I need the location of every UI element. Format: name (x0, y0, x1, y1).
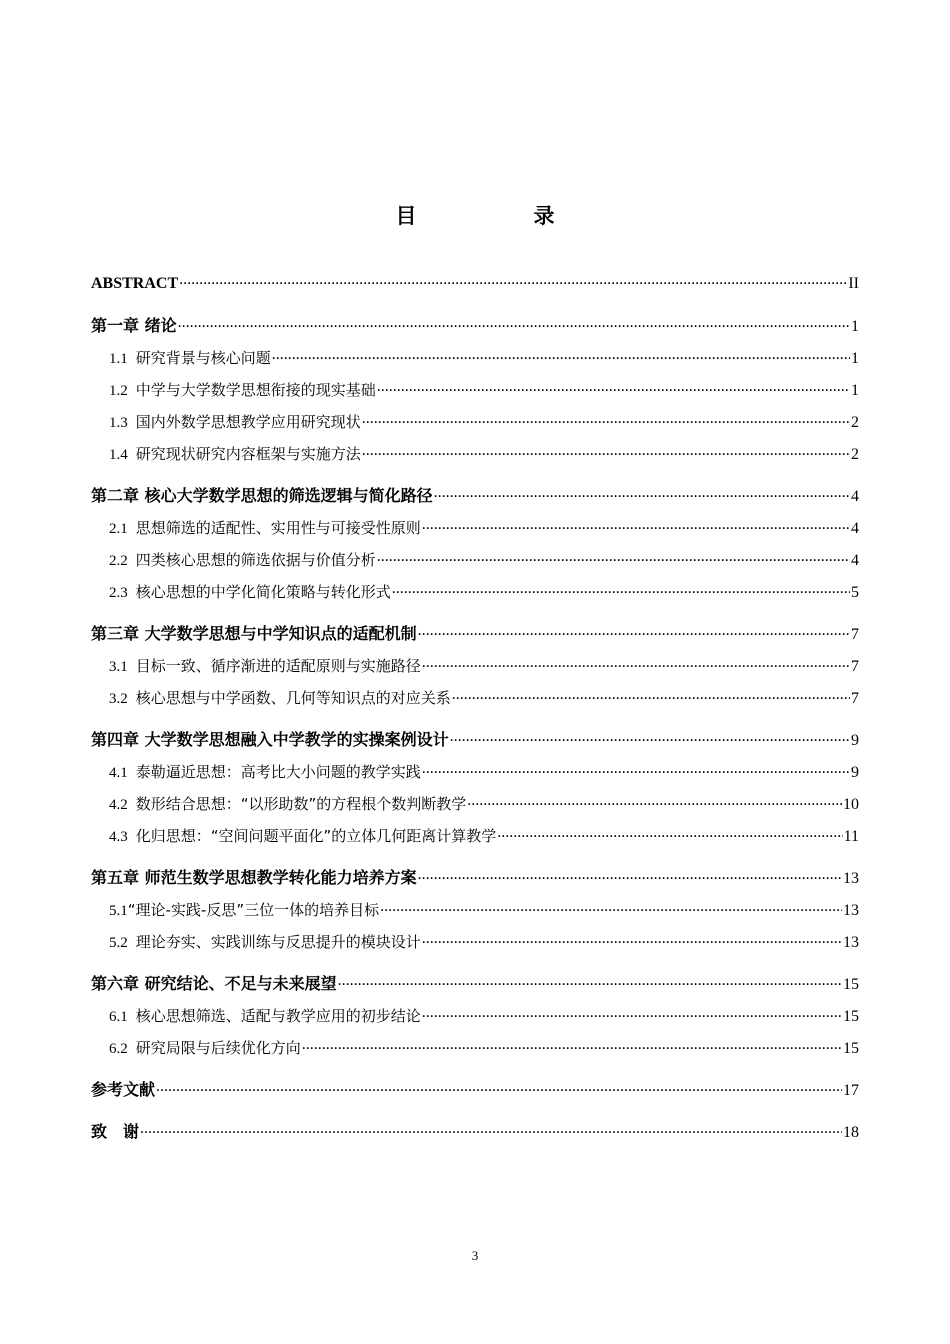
toc-entry-number: 5.2 (109, 935, 128, 951)
toc-entry-page: II (848, 275, 859, 292)
toc-entry-label: 第二章 核心大学数学思想的筛选逻辑与简化路径 (91, 486, 433, 505)
toc-entry-label: 目标一致、循序渐进的适配原则与实施路径 (135, 657, 421, 675)
toc-entry-chapter-6[interactable] (91, 968, 859, 1000)
toc-entry-section-2-1[interactable] (91, 512, 859, 544)
toc-entry-section-2-2[interactable] (91, 544, 859, 576)
dot-leader (392, 577, 850, 597)
toc-entry-page: 1 (851, 382, 859, 399)
toc-entry-label: 核心思想与中学函数、几何等知识点的对应关系 (135, 689, 451, 707)
toc-entry-page: 7 (851, 626, 859, 643)
toc-entry-number: 2.2 (109, 553, 128, 569)
toc-entry-label: 第三章 大学数学思想与中学知识点的适配机制 (91, 624, 417, 643)
dot-leader (422, 927, 842, 947)
toc-entry-number: 1.1 (109, 351, 128, 367)
dot-leader (377, 375, 850, 395)
toc-entry-chapter-2[interactable] (91, 480, 859, 512)
toc-entry-page: 5 (851, 584, 859, 601)
toc-entry-label: 第一章 绪论 (91, 316, 177, 335)
dot-leader (452, 683, 850, 703)
toc-entry-page: 2 (851, 414, 859, 431)
toc-entry-abstract[interactable] (91, 268, 859, 300)
toc-entry-label: 第四章 大学数学思想融入中学教学的实操案例设计 (91, 730, 449, 749)
toc-entry-page: 7 (851, 690, 859, 707)
dot-leader (422, 1001, 842, 1021)
toc-entry-label: 研究局限与后续优化方向 (135, 1039, 301, 1057)
toc-entry-section-6-1[interactable] (91, 1000, 859, 1032)
toc-entry-number: 1.2 (109, 383, 128, 399)
toc-entry-label: 四类核心思想的筛选依据与价值分析 (135, 551, 376, 569)
toc-entry-label: 理论夯实、实践训练与反思提升的模块设计 (135, 933, 421, 951)
toc-entry-label: “理论-实践-反思”三位一体的培养目标 (127, 901, 380, 919)
dot-leader (140, 1117, 842, 1137)
toc-entry-page: 13 (843, 902, 859, 919)
toc-entry-number: 1.3 (109, 415, 128, 431)
toc-entry-page: 4 (851, 488, 859, 505)
toc-entry-number: 4.2 (109, 797, 128, 813)
toc-entry-label: 核心思想筛选、适配与教学应用的初步结论 (135, 1007, 421, 1025)
toc-entry-references[interactable] (91, 1074, 859, 1106)
dot-leader (450, 725, 850, 745)
toc-entry-page: 9 (851, 764, 859, 781)
toc-entry-label: 第六章 研究结论、不足与未来展望 (91, 974, 337, 993)
toc-entry-section-3-1[interactable] (91, 650, 859, 682)
dot-leader (362, 407, 850, 427)
toc-entry-label: 致 谢 (91, 1122, 140, 1141)
toc-entry-label: 研究现状研究内容框架与实施方法 (135, 445, 361, 463)
toc-entry-page: 17 (843, 1082, 859, 1099)
dot-leader (302, 1033, 842, 1053)
toc-entry-page: 4 (851, 552, 859, 569)
dot-leader (178, 311, 850, 331)
toc-entry-page: 13 (843, 870, 859, 887)
toc-entry-label: 中学与大学数学思想衔接的现实基础 (135, 381, 376, 399)
toc-entry-section-4-1[interactable] (91, 756, 859, 788)
toc-entry-page: 10 (843, 796, 859, 813)
toc-entry-section-3-2[interactable] (91, 682, 859, 714)
dot-leader (497, 821, 842, 841)
toc-entry-number: 5.1 (109, 903, 128, 919)
toc-entry-label: 数形结合思想：“以形助数”的方程根个数判断教学 (135, 795, 467, 813)
toc-entry-page: 18 (843, 1124, 859, 1141)
toc-entry-number: 3.1 (109, 659, 128, 675)
toc-entry-page: 11 (843, 828, 859, 845)
toc-entry-label: 化归思想：“空间问题平面化”的立体几何距离计算教学 (135, 827, 497, 845)
toc-entry-page: 2 (851, 446, 859, 463)
toc-entry-number: 2.3 (109, 585, 128, 601)
toc-entry-chapter-3[interactable] (91, 618, 859, 650)
dot-leader (156, 1075, 842, 1095)
toc-entry-page: 1 (851, 350, 859, 367)
dot-leader (422, 757, 850, 777)
toc-entry-page: 13 (843, 934, 859, 951)
dot-leader (377, 545, 850, 565)
dot-leader (434, 481, 850, 501)
toc-entry-number: 2.1 (109, 521, 128, 537)
toc-entry-label: 泰勒逼近思想：高考比大小问题的教学实践 (135, 763, 421, 781)
toc-entry-page: 4 (851, 520, 859, 537)
dot-leader (338, 969, 842, 989)
table-of-contents (91, 268, 859, 1148)
dot-leader (179, 268, 847, 288)
toc-entry-page: 1 (851, 318, 859, 335)
dot-leader (418, 619, 850, 639)
toc-entry-section-4-2[interactable] (91, 788, 859, 820)
toc-entry-page: 15 (843, 1040, 859, 1057)
toc-entry-number: 4.1 (109, 765, 128, 781)
dot-leader (380, 895, 842, 915)
toc-entry-label: 研究背景与核心问题 (135, 349, 271, 367)
dot-leader (418, 863, 842, 883)
toc-entry-section-5-1[interactable] (91, 894, 859, 926)
toc-entry-label: 第五章 师范生数学思想教学转化能力培养方案 (91, 868, 417, 887)
dot-leader (422, 513, 850, 533)
dot-leader (272, 343, 850, 363)
toc-entry-label: 核心思想的中学化简化策略与转化形式 (135, 583, 391, 601)
toc-entry-number: 3.2 (109, 691, 128, 707)
toc-entry-label: 思想筛选的适配性、实用性与可接受性原则 (135, 519, 421, 537)
toc-entry-section-4-3[interactable] (91, 820, 859, 852)
toc-entry-section-5-2[interactable] (91, 926, 859, 958)
toc-entry-acknowledgements[interactable] (91, 1116, 859, 1148)
toc-entry-section-6-2[interactable] (91, 1032, 859, 1064)
toc-entry-chapter-4[interactable] (91, 724, 859, 756)
toc-entry-label: 国内外数学思想教学应用研究现状 (135, 413, 361, 431)
toc-entry-page: 15 (843, 976, 859, 993)
toc-entry-section-1-1[interactable] (91, 342, 859, 374)
toc-entry-number: 1.4 (109, 447, 128, 463)
toc-entry-number: 6.1 (109, 1009, 128, 1025)
toc-entry-section-1-4[interactable] (91, 438, 859, 470)
toc-entry-label: ABSTRACT (91, 275, 179, 292)
page-title: 目 录 (395, 204, 603, 228)
toc-entry-chapter-1[interactable] (91, 310, 859, 342)
toc-entry-number: 6.2 (109, 1041, 128, 1057)
toc-entry-label: 参考文献 (91, 1080, 156, 1099)
toc-entry-chapter-5[interactable] (91, 862, 859, 894)
page-number: 3 (471, 1248, 479, 1263)
dot-leader (467, 789, 842, 809)
toc-entry-page: 7 (851, 658, 859, 675)
toc-entry-page: 9 (851, 732, 859, 749)
toc-entry-section-1-3[interactable] (91, 406, 859, 438)
toc-entry-number: 4.3 (109, 829, 128, 845)
toc-entry-section-1-2[interactable] (91, 374, 859, 406)
toc-entry-page: 15 (843, 1008, 859, 1025)
dot-leader (422, 651, 850, 671)
toc-entry-section-2-3[interactable] (91, 576, 859, 608)
dot-leader (362, 439, 850, 459)
